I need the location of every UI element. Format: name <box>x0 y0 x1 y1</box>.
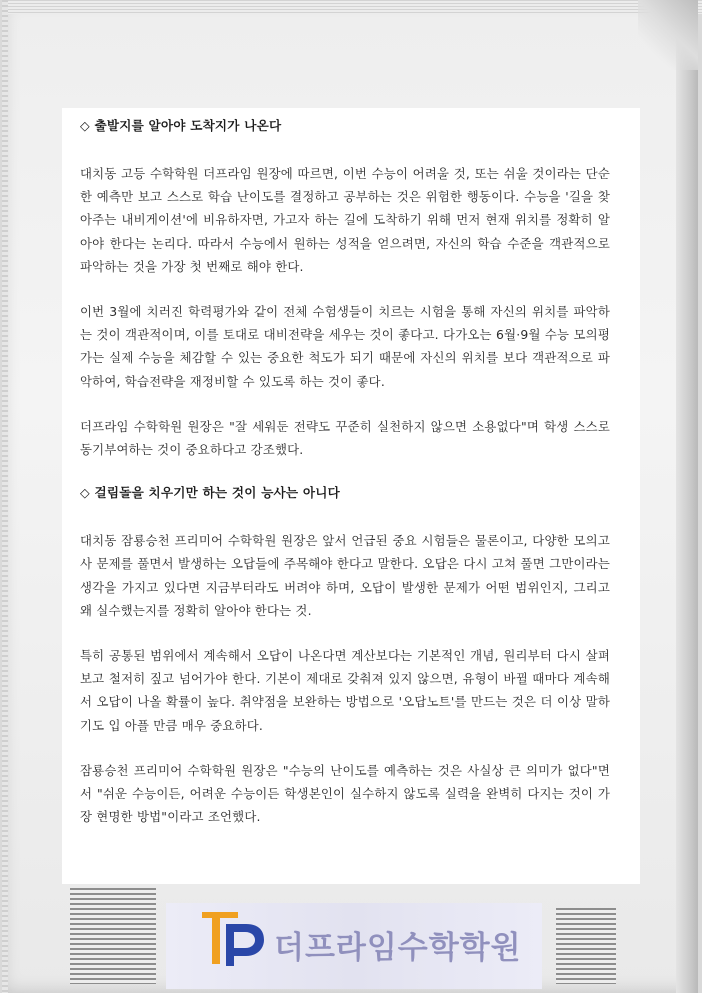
article-panel <box>62 108 640 884</box>
academy-logo-text: 더프라임수학학원 <box>274 930 522 966</box>
paragraph-2: 이번 3월에 치러진 학력평가와 같이 전체 수험생들이 치르는 시험을 통해 자신의 위치를 파악하는 것이 객관적이며, 이를 토대로 대비전략을 세우는 것이 좋다고. 다가오는 6월·9월 수능 모의평가는 실제 수능을 체감할 수 있는 중요한 척도가 되기 때문에 자신의 위치를 보다 객관적으로 파악하여, 학습전략을 재정비할 수 있도록 하는 것이 좋다. <box>80 304 610 389</box>
page-curl <box>638 0 698 70</box>
tp-logo-icon <box>198 904 268 968</box>
section-heading-2: ◇ 걸림돌을 치우기만 하는 것이 능사는 아니다 <box>80 485 340 501</box>
paper-stack-top-edge <box>2 0 702 14</box>
article-body <box>80 116 610 828</box>
paragraph-1: 대치동 고등 수학학원 더프라임 원장에 따르면, 이번 수능이 어려울 것, 또는 쉬울 것이라는 단순한 예측만 보고 스스로 학습 난이도를 결정하고 공부하는 것은 위험한 행동이다. 수능을 '길을 찾아주는 내비게이션'에 비유하자면, 가고자 하는 길에 도착하기 위해 먼저 현재 위치를 정확히 알아야 한다는 논리다. 따라서 수능에서 원하는 성적을 얻으려면, 자신의 학습 수준을 객관적으로 파악하는 것을 가장 첫 번째로 해야 한다. <box>80 166 610 274</box>
paragraph-6: 잠룡승천 프리미어 수학학원 원장은 "수능의 난이도를 예측하는 것은 사실상 큰 의미가 없다"면서 "쉬운 수능이든, 어려운 수능이든 학생본인이 실수하지 않도록 실력을 완벽히 다지는 것이 가장 현명한 방법"이라고 조언했다. <box>80 762 610 825</box>
paragraph-4: 대치동 잠룡승천 프리미어 수학학원 원장은 앞서 언급된 중요 시험들은 물론이고, 다양한 모의고사 문제를 풀면서 발생하는 오답들에 주목해야 한다고 말한다. 오답은 다시 고쳐 풀면 그만이라는 생각을 가지고 있다면 지금부터라도 버려야 하며, 오답이 발생한 문제가 어떤 범위인지, 그리고 왜 실수했는지를 정확히 알아야 한다는 것. <box>80 533 610 618</box>
paper-stack-right-edge <box>676 0 698 993</box>
paper-stack-left-edge <box>2 0 8 993</box>
section-heading-1: ◇ 출발지를 알아야 도착지가 나온다 <box>80 118 282 133</box>
decorative-stripes-left <box>70 888 156 984</box>
paragraph-5: 특히 공통된 범위에서 계속해서 오답이 나온다면 계산보다는 기본적인 개념, 원리부터 다시 살펴보고 철저히 짚고 넘어가야 한다. 기본이 제대로 갖춰져 있지 않으면, 유형이 바뀔 때마다 계속해서 오답이 나올 확률이 높다. 취약점을 보완하는 방법으로 '오답노트'를 만드는 것은 더 이상 말하기도 입 아플 만큼 매우 중요하다. <box>80 648 610 733</box>
paragraph-3: 더프라임 수학학원 원장은 "잘 세워둔 전략도 꾸준히 실천하지 않으면 소용없다"며 학생 스스로 동기부여하는 것이 중요하다고 강조했다. <box>80 418 610 458</box>
decorative-stripes-right <box>556 908 616 984</box>
